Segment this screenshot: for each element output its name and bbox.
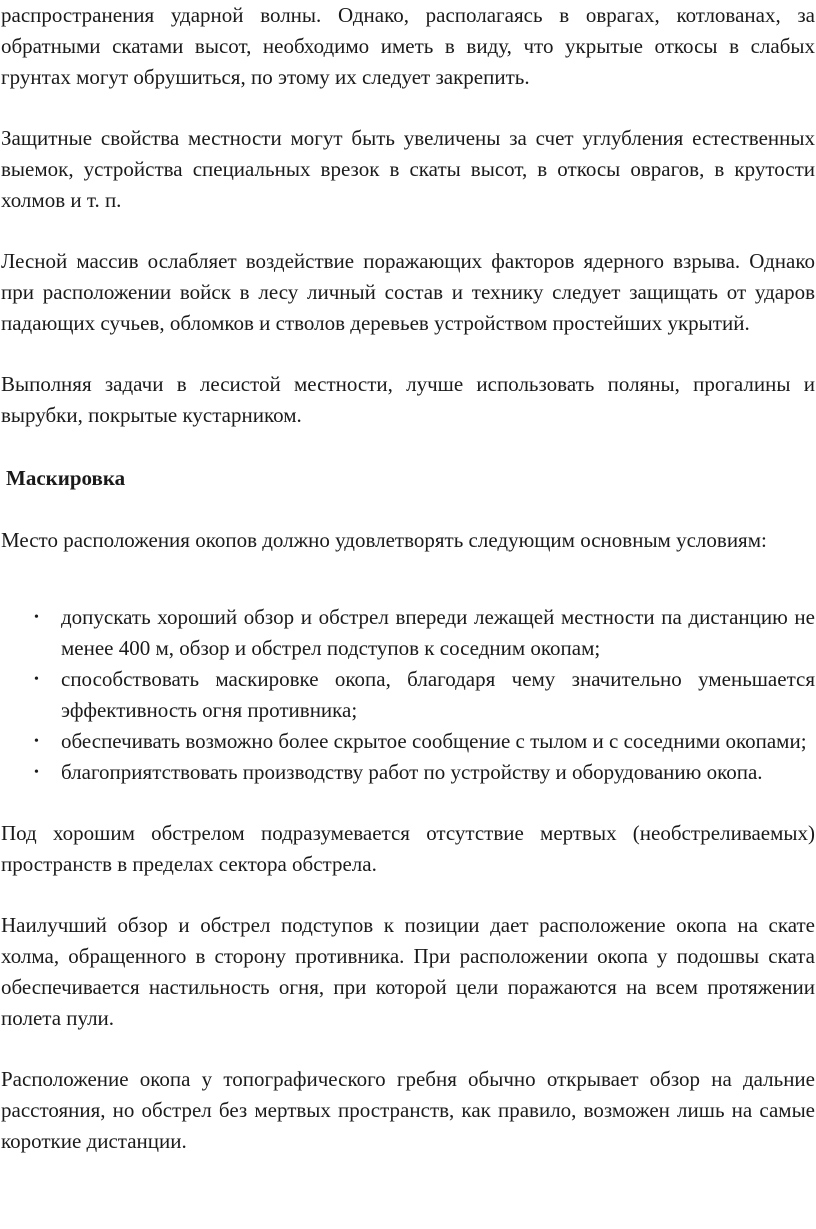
paragraph: распространения ударной волны. Однако, располагаясь в оврагах, котлованах, за обратными скатами высот, необходимо иметь в виду, что укрытые откосы в слабых грунтах могут обрушиться, по этому их следует закрепить. xyxy=(1,3,815,89)
bullet-icon: • xyxy=(34,765,39,780)
section-heading: Маскировка xyxy=(6,466,126,490)
list-item-text: допускать хороший обзор и обстрел впереди лежащей местности па дистанцию не менее 400 м, обзор и обстрел подступов к соседним окопам; xyxy=(61,605,815,660)
bullet-icon: • xyxy=(34,734,39,749)
paragraph: Защитные свойства местности могут быть увеличены за счет углубления естественных выемок, устройства специальных врезок в скаты высот, в откосы оврагов, в крутости холмов и т. п. xyxy=(1,126,815,212)
conditions-list xyxy=(1,602,815,788)
paragraph: Лесной массив ослабляет воздействие поражающих факторов ядерного взрыва. Однако при расположении войск в лесу личный состав и технику следует защищать от ударов падающих сучьев, обломков и стволов деревьев устройством простейших укрытий. xyxy=(1,249,815,335)
paragraph: Наилучший обзор и обстрел подступов к позиции дает расположение окопа на скате холма, обращенного в сторону противника. При расположении окопа у подошвы ската обеспечивается настильность огня, при которой цели поражаются на всем протяжении полета пули. xyxy=(1,913,815,1030)
list-item xyxy=(1,602,815,664)
bullet-icon: • xyxy=(34,610,39,625)
list-item-text: способствовать маскировке окопа, благодаря чему значительно уменьшается эффективность огня противника; xyxy=(61,667,815,722)
list-item xyxy=(1,726,815,757)
paragraph: Под хорошим обстрелом подразумевается отсутствие мертвых (необстреливаемых) пространств в пределах сектора обстрела. xyxy=(1,821,815,876)
list-item xyxy=(1,664,815,726)
intro-paragraph: Место расположения окопов должно удовлетворять следующим основным условиям: xyxy=(1,528,767,552)
bullet-icon: • xyxy=(34,672,39,687)
paragraph: Выполняя задачи в лесистой местности, лучше использовать поляны, прогалины и вырубки, покрытые кустарником. xyxy=(1,372,815,427)
list-item xyxy=(1,757,815,788)
paragraph: Расположение окопа у топографического гребня обычно открывает обзор на дальние расстояния, но обстрел без мертвых пространств, как правило, возможен лишь на самые короткие дистанции. xyxy=(1,1067,815,1153)
list-item-text: обеспечивать возможно более скрытое сообщение с тылом и с соседними окопами; xyxy=(61,729,807,753)
list-item-text: благоприятствовать производству работ по устройству и оборудованию окопа. xyxy=(61,760,763,784)
